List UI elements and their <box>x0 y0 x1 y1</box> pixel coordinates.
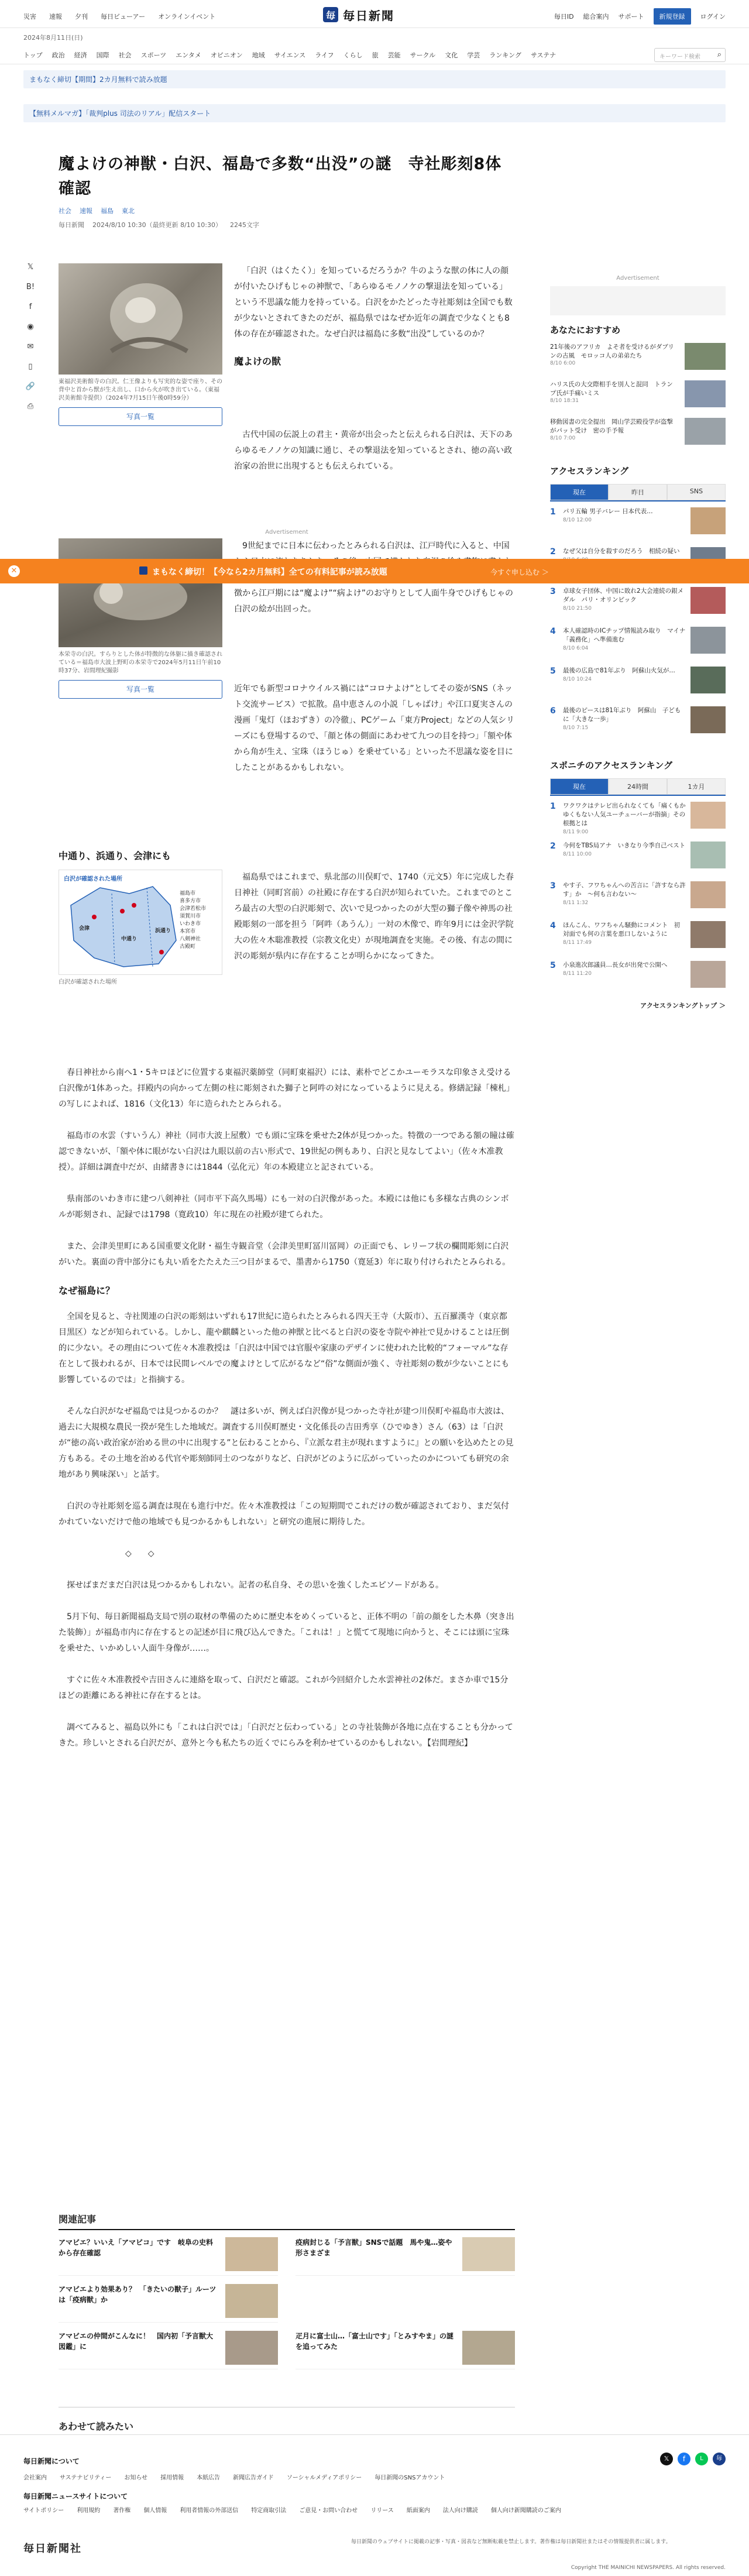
sidebar-ad-label: Advertisement <box>616 275 659 281</box>
mainichi-icon <box>139 566 147 575</box>
rank-title: ほんこん、ワフちゃん騒動にコメント 初対面でも何の言葉を悪口しないように <box>563 922 681 937</box>
photo-block-1 <box>59 263 222 426</box>
category-link[interactable]: 政治 <box>51 51 65 59</box>
recommend-title: あなたにおすすめ <box>550 325 621 335</box>
map-title: 白沢が確認された場所 <box>64 876 122 882</box>
hakutaku-map[interactable] <box>59 870 222 975</box>
login-link[interactable]: ログイン <box>700 13 726 20</box>
hatena-share-icon[interactable]: B! <box>26 283 35 291</box>
recommend-item-title: 21年後のアフリカ よそ者を受けるがダブリンの古風 モロッコ人の弟弟たち <box>550 344 674 359</box>
recommend-item-title: ハリス氏の大交際相手を別人と混同 トランプ氏が手痛いミス <box>550 381 673 397</box>
related-item[interactable] <box>59 2237 278 2276</box>
rank-title: 卓球女子団体、中国に敗れ2大会連続の銀メダル パリ・オリンピック <box>563 588 684 603</box>
recommend-item[interactable] <box>550 418 726 447</box>
recommend-item-date: 8/10 6:00 <box>550 360 576 366</box>
paragraph: 「白沢（はくたく）」を知っているだろうか？牛のような獣の体に人の顔が付いたひげもじゃの神獣で、「あらゆるモノノケの撃退法を知っている」という不思議な能力を持っている。白沢をかたどった寺社彫刻は全国でも数が少ないとされてきたのだが、福島県ではなぜか近年の調査で少なくとも8体の存在が確認された。なぜ白沢は福島に多数“出没”しているのか？ <box>234 266 513 339</box>
rank-title: 本人確認時のICチップ情報読み取り マイナ「義務化」へ準備進む <box>563 627 686 643</box>
related-grid <box>59 2237 515 2369</box>
recommend-thumb <box>685 380 726 407</box>
topnav-link[interactable]: 毎日ID <box>554 13 574 20</box>
rank-number: 5 <box>550 667 556 676</box>
sidebar <box>550 275 726 1010</box>
rank-title: やす子、フワちゃんへの苦言に「許すなら許す」か 〜何も言わない〜 <box>563 882 686 898</box>
article-title: 魔よけの神獣・白沢、福島で多数“出没”の謎 寺社彫刻8体確認 <box>59 155 502 198</box>
recommend-item-title: 移動図書の完全提出 岡山学芸殿役学が盗撃がパット受け 密の手予報 <box>550 418 673 434</box>
related-item-empty <box>296 2284 515 2323</box>
related-item[interactable] <box>296 2331 515 2369</box>
top-header <box>0 0 749 28</box>
logo-mark-icon: 毎 <box>323 7 338 22</box>
hakutaku-photo-1[interactable] <box>59 263 222 375</box>
search-input[interactable] <box>654 48 726 62</box>
ranking-tab-now[interactable]: 現在 <box>550 484 609 500</box>
footer-note: 毎日新聞のウェブサイトに掲載の記事・写真・図表など無断転載を禁止します。著作権は毎日新聞社またはその情報提供者に属します。 <box>351 2539 671 2545</box>
promo-banner-2[interactable]: 【無料メルマガ】「裁判plus 司法のリアル」配信スタート <box>23 104 726 122</box>
category-link[interactable]: エンタメ <box>176 51 201 59</box>
sponichi-item[interactable] <box>550 842 726 877</box>
rank-date: 8/10 10:24 <box>563 676 592 682</box>
recommend-item-date: 8/10 7:00 <box>550 435 576 441</box>
rank-number: 3 <box>550 587 556 596</box>
map-caption: 白沢が確認された場所 <box>59 979 117 985</box>
rank-number: 2 <box>550 842 556 851</box>
ranking-more-link[interactable]: アクセスランキングトップ ＞ <box>640 1002 726 1009</box>
tag-link[interactable]: 東北 <box>122 207 135 215</box>
footer-link[interactable]: 毎日新聞のSNSアカウント <box>374 2475 445 2481</box>
hakutaku-photo-2[interactable] <box>59 538 222 647</box>
rank-number: 3 <box>550 881 556 891</box>
map-block <box>59 870 222 987</box>
category-link[interactable]: 国際 <box>96 51 109 59</box>
category-link[interactable]: 社会 <box>118 51 132 59</box>
paragraph: 春日神社から南へ1・5キロほどに位置する東福沢薬師堂（同町東福沢）には、素朴でどこかユーモラスな印象さえ受ける白沢像が1体あった。拝殿内の向かって左側の柱に彫刻された獅子と阿吽の対になっているように見える。修繕記録「棟札」の写しによれば、1816（文化13）年に造られたとみられる。 <box>59 1068 514 1109</box>
rank-thumb <box>690 627 726 654</box>
site-name: 毎日新聞 <box>343 8 394 23</box>
paragraph <box>59 681 515 776</box>
rank-thumb <box>690 706 726 733</box>
related-thumb <box>462 2331 515 2365</box>
sponichi-tab-month[interactable]: 1カ月 <box>667 778 726 795</box>
rank-number: 5 <box>550 961 556 970</box>
footer-about-title: 毎日新聞について <box>23 2457 80 2465</box>
sponichi-title: スポニチのアクセスランキング <box>550 760 673 771</box>
related-item-title: 疋月に富士山…「富士山です」「とみすやま」の謎を追ってみた <box>296 2332 454 2351</box>
rank-date: 8/10 12:00 <box>563 517 592 523</box>
related-item-title: アマビエより効果あり？ 「きたいの獣子」ルーツは「疫病獣」か <box>59 2285 217 2304</box>
footer-link[interactable]: サイトポリシー <box>23 2508 64 2514</box>
map-region: 会津 <box>79 926 90 932</box>
sponichi-item[interactable] <box>550 802 726 837</box>
rank-date: 8/11 9:00 <box>563 829 589 835</box>
article-published: 2024/8/10 10:30（最終更新 8/10 10:30） <box>92 221 222 229</box>
footer <box>0 2434 749 2576</box>
topnav-link[interactable]: 毎日ビューアー <box>101 13 146 20</box>
footer-link[interactable]: お知らせ <box>124 2475 148 2481</box>
photo-list-button[interactable] <box>59 407 222 426</box>
category-link[interactable]: 地域 <box>252 51 265 59</box>
search-placeholder: キーワード検索 <box>659 54 700 60</box>
paragraph: そんな白沢がなぜ福島では見つかるのか？ 謎は多いが、例えば白沢像が見つかった寺社が建つ川俣町や福島市大波は、過去に大規模な農民一揆が発生した地域だ。調査する川俣町歴史・文化係長の吉田秀享（ひでゆき）さん（63）は「白沢が“徳の高い政治家が治める世の中に出現する”と伝わることから、『立派な君主が現れますように』との願いを込めたとの見方もある。その土地を治める代官や彫刻師同士のつながりなど、白沢がどのように広がっていったのかについても研究の余地があり興味深い」と話す。 <box>59 1407 514 1479</box>
close-icon[interactable]: ✕ <box>8 565 20 577</box>
promo-cta[interactable]: 今すぐ申し込む ＞ <box>490 568 549 576</box>
map-place: いわき市 <box>180 921 201 927</box>
category-link[interactable]: サークル <box>410 51 436 59</box>
recommend-item[interactable] <box>550 343 726 372</box>
paragraph: 9世紀までに日本に伝わったとみられる白沢は、江戸時代に入ると、中国 徴から江戸期には“魔よけ”“病よけ”のお守りとして人面牛身でひげもじゃの白沢の絵が出回った。 <box>234 541 514 614</box>
rank-thumb <box>690 667 726 693</box>
article-body-5 <box>234 870 515 980</box>
rank-title: 今何をTBS局アナ いきなり今季自己ベスト <box>563 842 686 849</box>
related-articles <box>59 2212 515 2433</box>
rank-title: ワクワクはテレビ出られなくても「痛くもかゆくもない人気ユーチューバーが指摘」その根拠とは <box>563 802 686 827</box>
read-more-title: あわせて読みたい <box>59 2407 515 2433</box>
rank-date: 8/10 6:04 <box>563 645 589 651</box>
paragraph: 探せばまだまだ白沢は見つかるかもしれない。記者の私自身、その思いを強くしたエピソードがある。 <box>67 1581 444 1590</box>
subheading: 中通り、浜通り、会津にも <box>59 850 171 861</box>
top-nav-right <box>554 8 726 25</box>
category-link[interactable]: ランキング <box>489 51 521 59</box>
paragraph-text: 近年でも新型コロナウイルス禍には“コロナよけ”としてその姿がSNS（ネット交流サービス）で拡散。畠中恵さんの小説「しゃばけ」や江口夏実さんの漫画「鬼灯（ほおずき）の冷徹」、PCゲーム「東方Project」などの人気シリーズにも登場するので、「顔と体の側面にあわせて九つの目を持つ」「額や体から角が生え、宝珠（ほうじゅ）を乗せている」といった不思議な姿を目にしたことがあるかもしれない。 <box>234 684 515 772</box>
related-thumb <box>225 2237 278 2271</box>
category-link[interactable]: 経済 <box>74 51 87 59</box>
ranking-item[interactable] <box>550 507 726 542</box>
rank-title: なぜ父は自分を殺すのだろう 相続の疑い <box>563 548 680 555</box>
rank-title: パリ五輪 男子バレー 日本代表… <box>563 508 653 515</box>
category-link[interactable]: サステナ <box>530 51 556 59</box>
rank-number: 6 <box>550 706 556 716</box>
category-nav <box>0 46 749 64</box>
rank-date: 8/11 1:32 <box>563 900 589 906</box>
article-meta <box>59 220 515 229</box>
topnav-link[interactable]: サポート <box>618 13 644 20</box>
map-place: 会津若松市 <box>180 906 207 912</box>
footer-link[interactable]: 特定商取引法 <box>251 2508 287 2514</box>
ranking-item[interactable] <box>550 667 726 702</box>
recommend-thumb <box>685 418 726 445</box>
footer-link[interactable]: 紙面案内 <box>406 2508 430 2514</box>
x-icon[interactable]: 𝕏 <box>660 2453 673 2465</box>
rank-title: 小泉進次郎議員…長女が出発で公開へ <box>563 961 668 968</box>
subheading: なぜ福島に？ <box>59 1285 115 1296</box>
topnav-link[interactable]: 総合案内 <box>583 13 609 20</box>
rank-thumb <box>690 802 726 829</box>
footer-link[interactable]: 採用情報 <box>160 2475 184 2481</box>
rank-number: 4 <box>550 921 556 930</box>
sponichi-item[interactable] <box>550 921 726 956</box>
topnav-link[interactable]: 災害 <box>23 13 36 20</box>
rank-date: 8/11 10:00 <box>563 851 592 857</box>
category-link[interactable]: 文化 <box>445 51 458 59</box>
article-body-4 <box>59 681 515 792</box>
carving-illustration <box>59 538 222 647</box>
category-list <box>23 50 556 60</box>
map-place: 八剣神社 <box>180 936 201 942</box>
footer-link[interactable]: リリース <box>370 2508 394 2514</box>
separator: ◇ ◇ <box>125 1549 154 1558</box>
footer-link[interactable]: 新聞広告ガイド <box>233 2475 274 2481</box>
related-thumb <box>225 2284 278 2318</box>
sponichi-tab-24h[interactable]: 24時間 <box>609 778 667 795</box>
article-chars: 2245文字 <box>230 221 259 229</box>
related-title: 関連記事 <box>59 2212 515 2230</box>
rank-number: 1 <box>550 507 556 517</box>
topnav-link[interactable]: オンラインイベント <box>158 13 216 20</box>
sponichi-tabs <box>550 778 726 796</box>
related-item[interactable] <box>59 2331 278 2369</box>
category-link[interactable]: トップ <box>23 51 43 59</box>
print-icon[interactable]: ⎙ <box>27 402 34 411</box>
ranking-item[interactable] <box>550 627 726 662</box>
rank-thumb <box>690 842 726 868</box>
map-region: 中通り <box>121 936 138 942</box>
ranking-tab-sns[interactable]: SNS <box>667 484 726 500</box>
map-place: 古殿町 <box>180 944 196 950</box>
related-item-title: 疫病封じる「予言獣」SNSで話題 馬や鬼…姿や形さまざま <box>296 2238 452 2257</box>
subheading: 魔よけの獣 <box>234 356 281 367</box>
article-body-3 <box>234 538 515 633</box>
footer-social <box>660 2453 726 2465</box>
topnav-link[interactable]: 速報 <box>49 13 62 20</box>
footer-copyright: Copyright THE MAINICHI NEWSPAPERS. All rights reserved. <box>571 2565 726 2571</box>
category-link[interactable]: 学芸 <box>467 51 480 59</box>
footer-link[interactable]: 個人向け新聞購読のご案内 <box>490 2508 561 2514</box>
footer-net-links <box>23 2505 561 2514</box>
line-icon[interactable]: L <box>695 2453 708 2465</box>
paragraph: 福島県ではこれまで、県北部の川俣町で、1740（元文5）年に完成した春日神社（同町宮前）の社殿に存在する白沢が知られていた。これまでのところ最古の大型の白沢彫刻で、次いで見つかったのが大型の獅子像や神馬の社殿彫刻の一部を担う「阿吽（あうん）」一対の木像で、昨年9月には金沢学院大の佐々木聡准教授（宗教文化史）が現地調査を実施。その後、有志の間に沢の彫刻が県内に存在することが明らかになってきた。 <box>234 873 514 961</box>
footer-link[interactable]: ソーシャルメディアポリシー <box>286 2475 362 2481</box>
mainichi-app-icon[interactable]: 毎 <box>713 2453 726 2465</box>
paragraph: また、会津美里町にある国重要文化財・福生寺観音堂（会津美里町冨川冨岡）の正面でも、レリーフ状の欄間彫刻に白沢がいた。裏面の背中部分にも丸い盾をたたえた三つ目がまるで、墨書から1750（寛延3）年に取り付けられたとみられる。 <box>59 1242 511 1267</box>
photo-list-label: 写真一覧 <box>126 685 154 693</box>
photo-caption-1: 東福沢美術館寺の白沢。仁王像よりも写実的な姿で座り、その背中と首から獣が生え出し、口から火が吹き出ている。（東福沢美術館寺提供）（2024年7月15日午後0時59分） <box>59 379 222 401</box>
related-item[interactable] <box>296 2237 515 2276</box>
footer-link[interactable]: 本紙広告 <box>197 2475 221 2481</box>
footer-link[interactable]: 個人情報 <box>143 2508 167 2514</box>
related-thumb <box>225 2331 278 2365</box>
map-region: 浜通り <box>155 928 171 934</box>
article-body-1 <box>234 263 515 379</box>
rank-thumb <box>690 961 726 988</box>
rank-number: 1 <box>550 802 556 811</box>
share-bar <box>23 262 37 412</box>
map-places <box>180 890 206 951</box>
ad-label: Advertisement <box>265 529 308 535</box>
rank-title: 最後の広島で81年ぶり 阿蘇山火気が… <box>563 667 675 674</box>
carving-illustration <box>59 263 222 375</box>
sponichi-tab-now[interactable]: 現在 <box>550 778 609 795</box>
promo-text: まもなく締切！【今なら2カ月無料】全ての有料記事が読み放題 <box>152 568 387 577</box>
rank-number: 2 <box>550 547 556 557</box>
current-date: 2024年8月11日(日) <box>23 34 83 42</box>
tag-link[interactable]: 福島 <box>101 207 114 215</box>
footer-link[interactable]: 会社案内 <box>23 2475 47 2481</box>
article-tags <box>59 206 515 215</box>
paragraph: 調べてみると、福島以外にも「これは白沢では」「白沢だと伝わっている」との寺社装飾が各地に点在することも分かってきた。珍しいとされる白沢だが、意外と今も私たちの近くでにらみを利かせているのかもしれない。【岩間理紀】 <box>59 1723 513 1748</box>
map-place: 須賀川市 <box>180 913 201 919</box>
ranking-title: アクセスランキング <box>550 466 629 476</box>
related-item[interactable] <box>59 2284 278 2323</box>
category-link[interactable]: くらし <box>343 51 363 59</box>
ranking-item[interactable] <box>550 706 726 741</box>
site-logo[interactable] <box>323 6 426 23</box>
paragraph: すぐに佐々木准教授や吉田さんに連絡を取って、白沢だと確認。これが今回紹介した水雲神社の2体だ。まさか車で15分ほどの距離にある神社に存在するとは。 <box>59 1675 509 1701</box>
facebook-share-icon[interactable]: f <box>29 303 32 311</box>
rank-thumb <box>690 921 726 948</box>
article-body-2 <box>234 427 515 490</box>
rank-date: 8/11 17:49 <box>563 940 592 946</box>
facebook-icon[interactable]: f <box>678 2453 690 2465</box>
photo-list-label: 写真一覧 <box>126 413 154 421</box>
footer-link[interactable]: 法人向け購読 <box>442 2508 478 2514</box>
recommend-item-date: 8/10 18:31 <box>550 398 579 404</box>
mail-share-icon[interactable]: ✉ <box>27 342 34 351</box>
map-place: 本宮市 <box>180 929 196 935</box>
topnav-link[interactable]: 夕刊 <box>75 13 88 20</box>
sponichi-item[interactable] <box>550 881 726 916</box>
ranking-tabs <box>550 484 726 502</box>
footer-link[interactable]: 利用規約 <box>77 2508 101 2514</box>
related-thumb <box>462 2237 515 2271</box>
category-link[interactable]: オピニオン <box>210 51 243 59</box>
category-link[interactable]: ライフ <box>315 51 334 59</box>
recommend-item[interactable] <box>550 380 726 410</box>
footer-net-title: 毎日新聞ニュースサイトについて <box>23 2492 128 2501</box>
footer-link[interactable]: サステナビリティー <box>60 2475 112 2481</box>
tag-link[interactable]: 速報 <box>80 207 92 215</box>
register-button[interactable]: 新規登録 <box>654 8 691 25</box>
related-item-title: アマビエ？いいえ「アマビコ」です 岐阜の史料から存在確認 <box>59 2238 214 2257</box>
rank-date: 8/10 7:15 <box>563 725 589 731</box>
paragraph: 福島市の水雲（すいうん）神社（同市大波上屋敷）でも頭に宝珠を乗せた2体が見つかった。特徴の一つである額の瞳は確認できないが、「額や体に眼がない白沢は九眼以前の古い形式で、19世紀の例もあり、白沢と見なしてよい」（佐々木准教授）。詳細は調査中だが、由緒書きには1844（弘化元）年の本殿建立と記されている。 <box>59 1131 514 1172</box>
rank-title: 最後のピースは81年ぶり 阿蘇山 子どもに「大きな一歩」 <box>563 707 681 723</box>
line-share-icon[interactable]: ◉ <box>27 322 34 331</box>
rank-thumb <box>690 587 726 614</box>
footer-link[interactable]: 著作権 <box>113 2508 131 2514</box>
bookmark-icon[interactable]: ▯ <box>28 362 33 371</box>
recommend-thumb <box>685 343 726 370</box>
rank-thumb <box>690 507 726 534</box>
category-link[interactable]: サイエンス <box>274 51 306 59</box>
article-body-6 <box>59 1065 515 1767</box>
link-copy-icon[interactable]: 🔗 <box>25 382 36 391</box>
x-share-icon[interactable]: 𝕏 <box>27 263 34 272</box>
footer-link[interactable]: 利用者情報の外部送信 <box>180 2508 239 2514</box>
footer-link[interactable]: ご意見・お問い合わせ <box>299 2508 358 2514</box>
tag-link[interactable]: 社会 <box>59 207 71 215</box>
rank-date: 8/10 21:50 <box>563 606 592 612</box>
footer-about-links <box>23 2472 445 2481</box>
related-item-title: アマビエの仲間がこんなに！ 国内初「予言獣大図鑑」に <box>59 2332 214 2351</box>
paragraph: 県南部のいわき市に建つ八剣神社（同市平下高久馬場）にも一対の白沢像があった。本殿には他にも多様な古典のシンボルが彫刻され、記録では1798（寛政10）年に現在の社殿が建てられた。 <box>59 1194 509 1220</box>
ranking-tab-yesterday[interactable]: 昨日 <box>609 484 667 500</box>
paragraph: 全国を見ると、寺社関連の白沢の彫刻はいずれも17世紀に造られたとみられる四天王寺（大阪市）、五百羅漢寺（東京都目黒区）などが知られている。しかし、龍や麒麟といった他の神獣と比べると白沢の姿を寺院や神社で見かけることは圧倒的に少ない。その理由について佐々木准教授は「白沢は中国では官服や家康のデザインに使われた比較的“フォーマル”な存在として扱われるが、日本では民間レベルでの魔よけとして広がるなど“俗”な側面が強く、寺社彫刻の数が少ないことにも影響しているのでは」と指摘する。 <box>59 1312 510 1385</box>
rank-thumb <box>690 881 726 908</box>
sidebar-ad-slot <box>550 286 726 315</box>
category-link[interactable]: 旅 <box>372 51 379 59</box>
sponichi-item[interactable] <box>550 961 726 996</box>
map-place: 福島市 <box>180 891 196 897</box>
promo-banner-1[interactable]: まもなく締切【期間】2カ月無料で読み放題 <box>23 70 726 88</box>
category-link[interactable]: 芸能 <box>387 51 401 59</box>
rank-number: 4 <box>550 627 556 636</box>
category-link[interactable]: スポーツ <box>140 51 167 59</box>
footer-brand: 毎日新聞社 <box>23 2543 82 2555</box>
photo-caption-2: 本栄寺の白沢。すらりとした体が特徴的な体躯に描き確認されている＝福島市大波上野町の本栄寺で2024年5月11日午前10時37分、岩間理紀撮影 <box>59 651 222 674</box>
article-source: 毎日新聞 <box>59 221 84 229</box>
paragraph: 白沢の寺社彫刻を巡る調査は現在も進行中だ。佐々木准教授は「この短期間でこれだけの数が確認されており、まだ気付かれていないだけで他の地域でも見つかるかもしれない」と研究の進展に期待した。 <box>59 1502 509 1527</box>
subscription-promo-bar[interactable] <box>0 559 749 583</box>
paragraph: 5月下旬、毎日新聞福島支局で別の取材の準備のために歴史本をめくっていると、正体不明の「前の顔をした木鼻（突き出た装飾）」が福島市内に存在するとの記述が目に飛び込んできた。「これは！」と慌てて現地に向かうと、そこには頭に宝珠を乗せた、いかめしい人面牛身像が……。 <box>59 1612 514 1653</box>
ranking-item[interactable] <box>550 587 726 622</box>
search-icon[interactable]: ⌕ <box>717 50 721 59</box>
map-place: 喜多方市 <box>180 898 201 904</box>
top-nav-left <box>23 12 215 21</box>
rank-date: 8/11 11:20 <box>563 971 592 977</box>
paragraph: 古代中国の伝説上の君主・黄帝が出会ったと伝えられる白沢は、天下のあらゆるモノノケの知識に通じ、その撃退法を知っているとされ、徳の高い政治家の治世に出現するとも伝えられている。 <box>234 430 513 471</box>
